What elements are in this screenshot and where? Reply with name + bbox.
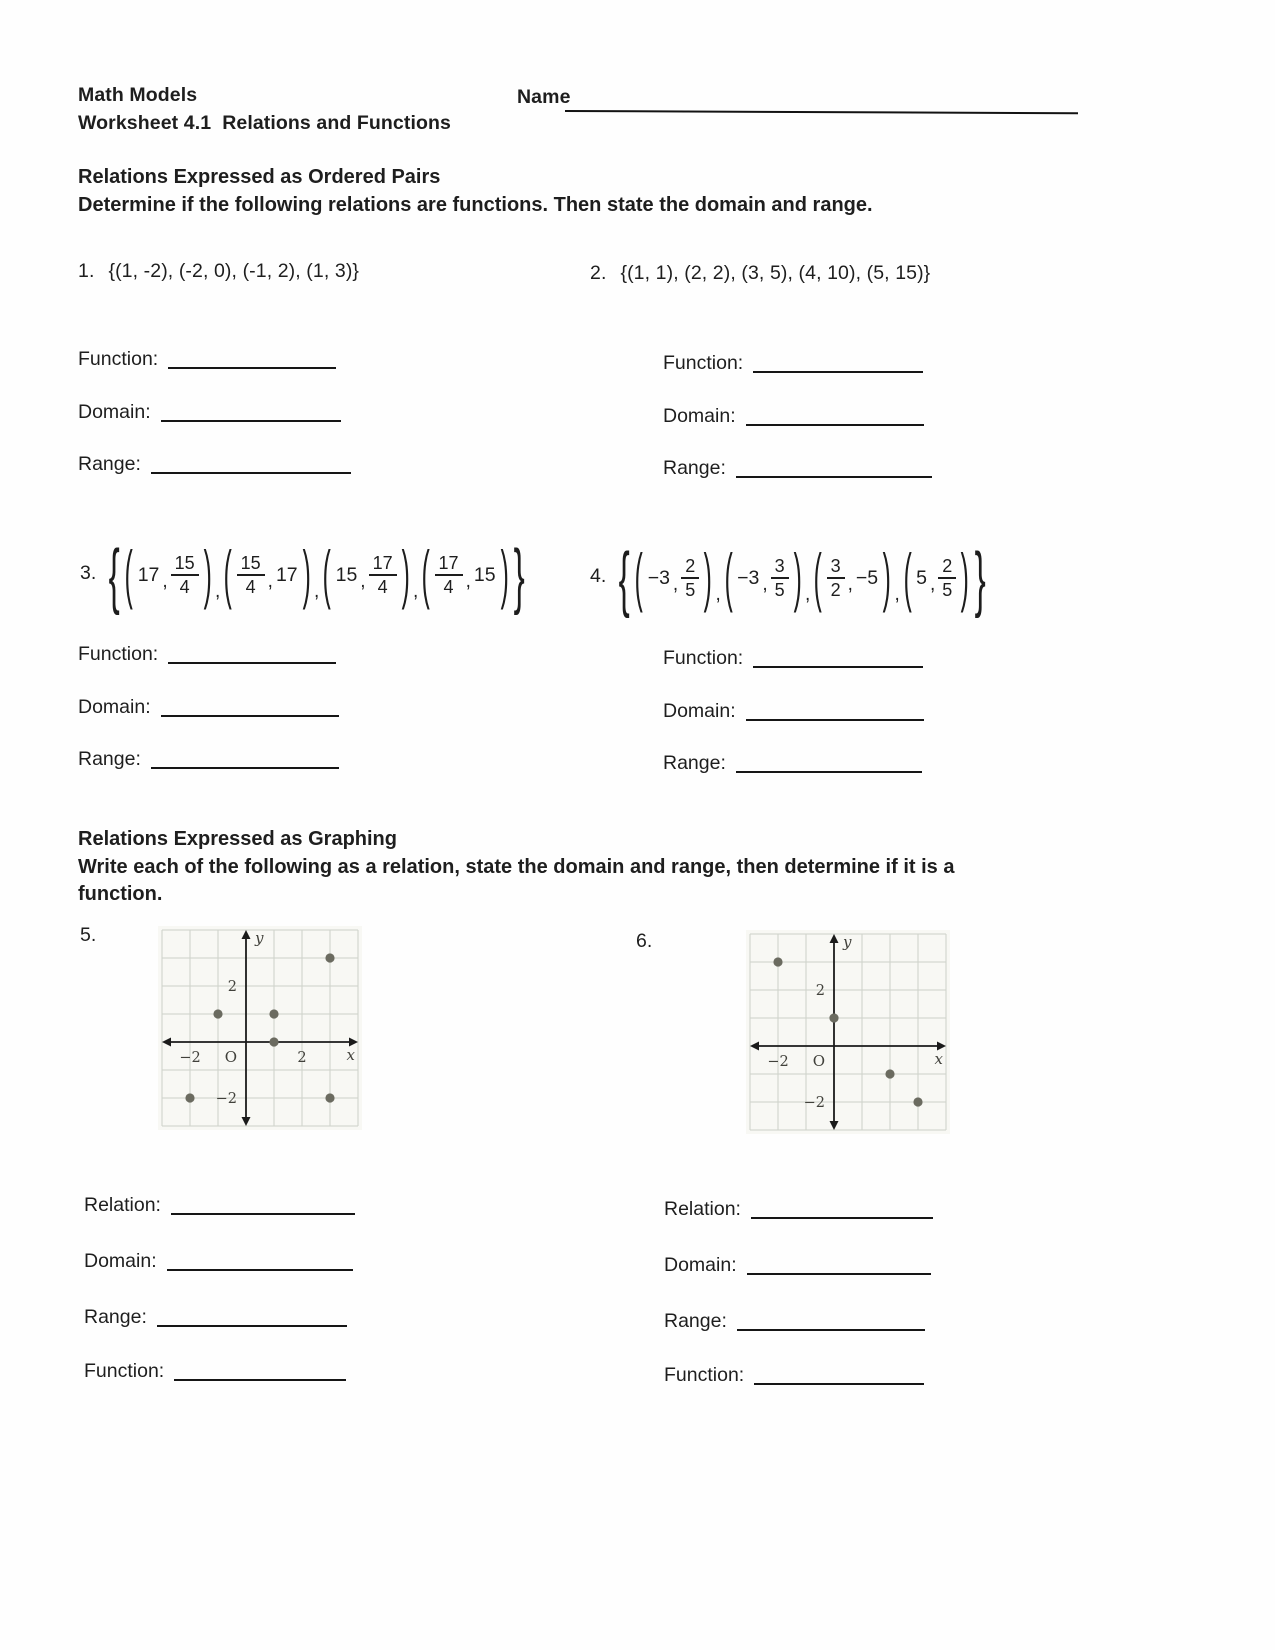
plotted-point — [325, 953, 334, 962]
p5-domain-row — [84, 1250, 353, 1273]
p3-function-row — [78, 643, 336, 666]
domain-label: Domain: — [78, 401, 151, 423]
svg-text:x: x — [934, 1050, 943, 1068]
domain-label: Domain: — [664, 1254, 737, 1276]
range-label: Range: — [664, 1310, 727, 1332]
function-label: Function: — [78, 643, 159, 665]
problem-2-number: 2. — [590, 262, 607, 284]
range-label: Range: — [78, 748, 141, 770]
p1-domain-row — [78, 401, 341, 424]
plotted-point — [773, 957, 782, 966]
svg-text:y: y — [255, 929, 264, 947]
section2-heading: Relations Expressed as Graphing — [78, 828, 397, 850]
answer-blank — [157, 1325, 347, 1327]
answer-blank — [167, 1269, 353, 1271]
problem-2-set: {(1, 1), (2, 2), (3, 5), (4, 10), (5, 15)} — [620, 262, 931, 284]
answer-blank — [151, 767, 339, 769]
problem-4-set: { ( −3 , $\frac{2}{5}$ ) , ( −3 , $\frac{3}{5}$ ) , ( $\frac{3}{2}$ , −5 ) , ( 5 , $\frac{2}{5}$ ) } — [618, 538, 986, 618]
p4-function-row — [663, 647, 923, 670]
section1-heading: Relations Expressed as Ordered Pairs — [78, 166, 441, 188]
section1-instructions: Determine if the following relations are functions. Then state the domain and range. — [78, 194, 873, 216]
svg-text:2: 2 — [815, 983, 825, 999]
domain-label: Domain: — [78, 696, 151, 718]
range-label: Range: — [84, 1306, 147, 1328]
p5-relation-row — [84, 1194, 355, 1217]
range-label: Range: — [78, 453, 141, 475]
function-label: Function: — [663, 352, 744, 374]
answer-blank — [151, 472, 351, 474]
answer-blank — [754, 1383, 924, 1385]
plotted-point — [829, 1013, 838, 1022]
p6-range-row — [664, 1310, 925, 1333]
answer-blank — [161, 715, 339, 717]
plotted-point — [213, 1009, 222, 1018]
answer-blank — [747, 1273, 931, 1275]
svg-text:O: O — [224, 1048, 237, 1066]
problem-1 — [78, 260, 359, 283]
p4-range-row — [663, 752, 922, 775]
domain-label: Domain: — [84, 1250, 157, 1272]
p2-domain-row — [663, 405, 924, 428]
plotted-point — [269, 1009, 278, 1018]
svg-text:2: 2 — [297, 1050, 307, 1066]
answer-blank — [751, 1217, 933, 1219]
svg-text:x: x — [346, 1046, 355, 1064]
function-label: Function: — [664, 1364, 745, 1386]
answer-blank — [746, 719, 924, 721]
answer-blank — [736, 476, 932, 478]
plotted-point — [885, 1069, 894, 1078]
svg-text:−2: −2 — [179, 1050, 201, 1066]
p6-function-row — [664, 1364, 924, 1387]
coordinate-grid-graph-6 — [746, 930, 950, 1134]
answer-blank — [161, 420, 341, 422]
relation-label: Relation: — [84, 1194, 161, 1216]
section2-instructions-line2: function. — [78, 883, 163, 905]
name-label: Name — [517, 86, 571, 108]
svg-text:2: 2 — [227, 979, 237, 995]
problem-6-number: 6. — [636, 930, 653, 952]
problem-3-set: { ( 17 , $\frac{15}{4}$ ) , ( $\frac{15}{4}$ , 17 ) , ( 15 , $\frac{17}{4}$ ) , ( $\frac{17}{4}$ , 15 ) } — [108, 535, 525, 615]
range-label: Range: — [663, 457, 726, 479]
p3-range-row — [78, 748, 339, 771]
answer-blank — [753, 371, 923, 373]
p3-domain-row — [78, 696, 339, 719]
p2-range-row — [663, 457, 932, 480]
answer-blank — [736, 771, 922, 773]
p5-range-row — [84, 1306, 347, 1329]
course-title: Math Models — [78, 84, 198, 106]
problem-3-number: 3. — [80, 562, 97, 584]
domain-label: Domain: — [663, 700, 736, 722]
answer-blank — [168, 367, 336, 369]
p6-domain-row — [664, 1254, 931, 1277]
answer-blank — [753, 666, 923, 668]
svg-text:−2: −2 — [767, 1054, 789, 1070]
problem-1-set: {(1, -2), (-2, 0), (-1, 2), (1, 3)} — [108, 260, 360, 282]
svg-text:−2: −2 — [803, 1095, 825, 1111]
answer-blank — [171, 1213, 355, 1215]
section2-instructions-line1: Write each of the following as a relation, state the domain and range, then determine if it is a — [78, 856, 955, 878]
answer-blank — [746, 424, 924, 426]
relation-label: Relation: — [664, 1198, 741, 1220]
problem-2 — [590, 262, 930, 285]
worksheet-title: Worksheet 4.1 Relations and Functions — [78, 112, 451, 134]
svg-text:O: O — [812, 1052, 825, 1070]
name-blank-line — [565, 110, 1078, 114]
p1-function-row — [78, 348, 336, 371]
plotted-point — [913, 1097, 922, 1106]
function-label: Function: — [663, 647, 744, 669]
function-label: Function: — [84, 1360, 165, 1382]
svg-text:−2: −2 — [215, 1091, 237, 1107]
problem-4-number: 4. — [590, 565, 607, 587]
domain-label: Domain: — [663, 405, 736, 427]
p6-relation-row — [664, 1198, 933, 1221]
problem-5-number: 5. — [80, 924, 97, 946]
answer-blank — [174, 1379, 346, 1381]
plotted-point — [269, 1037, 278, 1046]
p5-function-row — [84, 1360, 346, 1383]
range-label: Range: — [663, 752, 726, 774]
svg-text:y: y — [843, 933, 852, 951]
problem-1-number: 1. — [78, 260, 95, 282]
p2-function-row — [663, 352, 923, 375]
plotted-point — [325, 1093, 334, 1102]
answer-blank — [737, 1329, 925, 1331]
p1-range-row — [78, 453, 351, 476]
answer-blank — [168, 662, 336, 664]
p4-domain-row — [663, 700, 924, 723]
function-label: Function: — [78, 348, 159, 370]
coordinate-grid-graph-5 — [158, 926, 362, 1130]
plotted-point — [185, 1093, 194, 1102]
